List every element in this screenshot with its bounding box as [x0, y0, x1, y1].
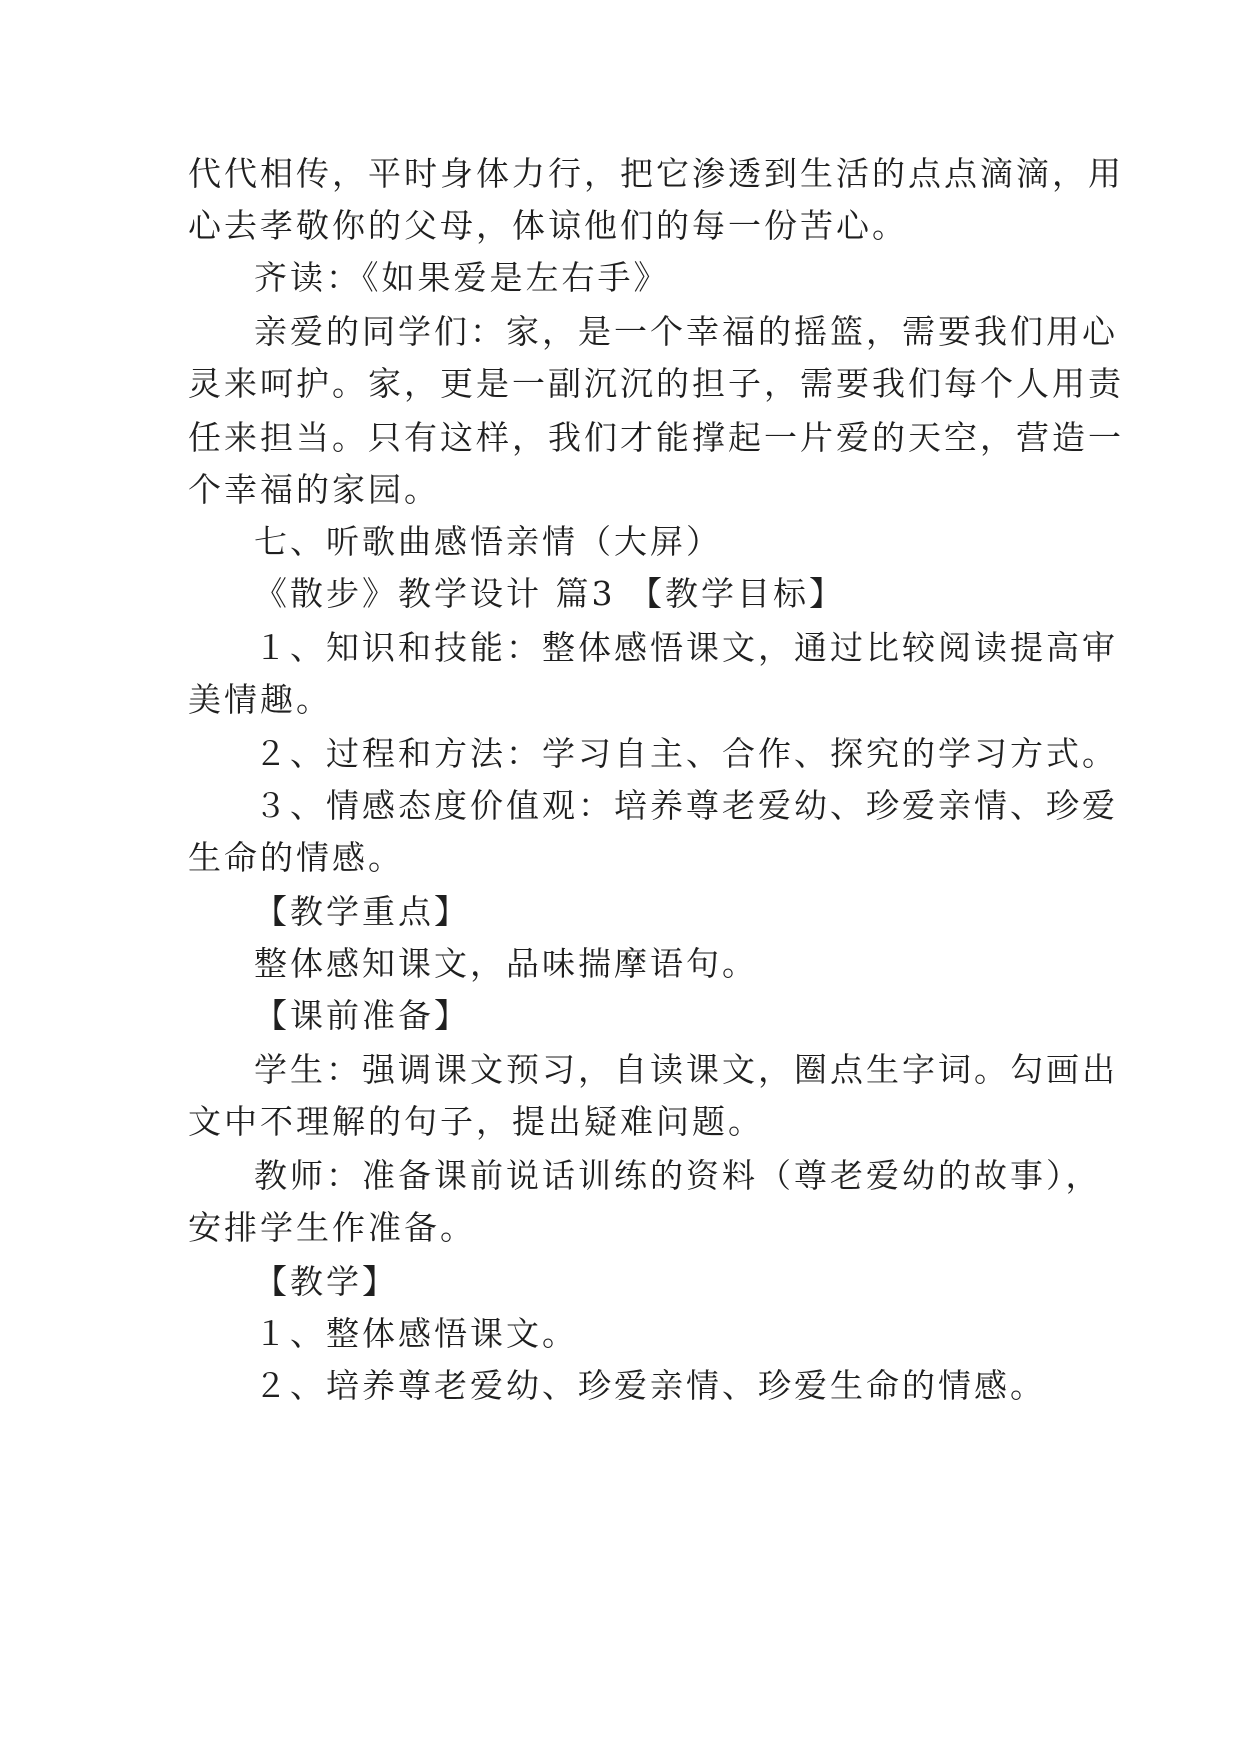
- text-line: 齐读：《如果爱是左右手》: [254, 258, 670, 297]
- section-heading-line: 【教学重点】: [254, 892, 470, 931]
- text-line: 生命的情感。: [188, 838, 404, 877]
- text-line: 心去孝敬你的父母，体谅他们的每一份苦心。: [188, 206, 908, 245]
- text-line: 个幸福的家园。: [188, 470, 440, 509]
- text-line: 安排学生作准备。: [188, 1208, 476, 1247]
- text-line: ２、培养尊老爱幼、珍爱亲情、珍爱生命的情感。: [254, 1366, 1046, 1405]
- section-heading-line: 《散步》教学设计 篇3 【教学目标】: [254, 574, 845, 613]
- text-line: 七、听歌曲感悟亲情（大屏）: [254, 522, 722, 561]
- text-line: 美情趣。: [188, 680, 332, 719]
- text-line: １、知识和技能：整体感悟课文，通过比较阅读提高审: [254, 628, 1118, 667]
- text-line: 学生：强调课文预习，自读课文，圈点生字词。勾画出: [254, 1050, 1118, 1089]
- section-heading-line: 【教学】: [254, 1262, 398, 1301]
- section-heading-line: 【课前准备】: [254, 996, 470, 1035]
- text-line: 文中不理解的句子，提出疑难问题。: [188, 1102, 764, 1141]
- text-line: 教师：准备课前说话训练的资料（尊老爱幼的故事），: [254, 1156, 1102, 1195]
- text-line: 代代相传，平时身体力行，把它渗透到生活的点点滴滴，用: [188, 154, 1124, 193]
- text-line: １、整体感悟课文。: [254, 1314, 578, 1353]
- text-line: 整体感知课文，品味揣摩语句。: [254, 944, 758, 983]
- text-line: 灵来呵护。家，更是一副沉沉的担子，需要我们每个人用责: [188, 364, 1124, 403]
- text-line: 亲爱的同学们：家，是一个幸福的摇篮，需要我们用心: [254, 312, 1118, 351]
- text-line: ３、情感态度价值观：培养尊老爱幼、珍爱亲情、珍爱: [254, 786, 1118, 825]
- text-line: 任来担当。只有这样，我们才能撑起一片爱的天空，营造一: [188, 418, 1124, 457]
- text-line: ２、过程和方法：学习自主、合作、探究的学习方式。: [254, 734, 1118, 773]
